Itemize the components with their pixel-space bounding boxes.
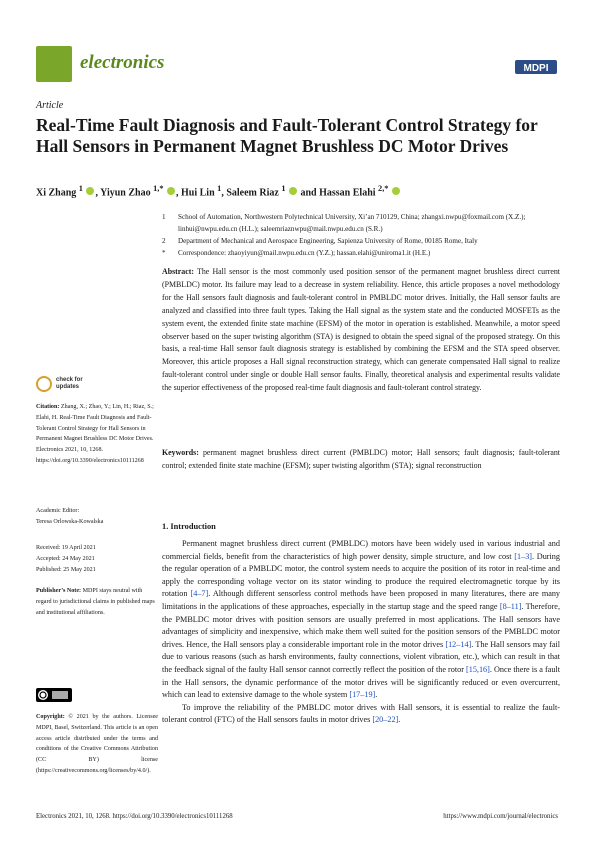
- affiliations: [162, 211, 562, 259]
- citation-block: [36, 402, 158, 467]
- affil-text: School of Automation, Northwestern Polytechnical University, Xi’an 710129, China; zhangxi.nwpu@foxmail.com (X.Z.); linhui@nwpu.edu.cn (H.L.); saleemriaznwpu@mail.nwpu.edu.cn (S.R.): [178, 213, 526, 233]
- accepted-date: Accepted: 24 May 2021: [36, 555, 95, 562]
- author-affil-sup: 1: [78, 184, 83, 193]
- author-affil-sup: 2,*: [378, 184, 389, 193]
- citation-link[interactable]: [12–14]: [445, 639, 472, 649]
- orcid-icon[interactable]: [167, 187, 175, 195]
- cc-by-license-icon[interactable]: [36, 688, 72, 702]
- text-run: Permanent magnet brushless direct current (PMBLDC) motors have been widely used in various industrial and commercial fields, benefit from the characteristics of high power density, simple structure, and low cost: [162, 539, 560, 561]
- publisher-logo-text: MDPI: [523, 63, 549, 74]
- text-run: .: [398, 715, 401, 725]
- footer-citation[interactable]: Electronics 2021, 10, 1268. https://doi.org/10.3390/electronics10111268: [36, 813, 233, 820]
- author-affil-sup: 1,*: [153, 184, 164, 193]
- publisher-logo: [515, 58, 557, 76]
- intro-body: [162, 538, 560, 727]
- footer-journal-url[interactable]: https://www.mdpi.com/journal/electronics: [443, 813, 558, 820]
- author-name: Saleem Riaz: [226, 187, 279, 199]
- abstract: [162, 266, 560, 395]
- paper-title: Real-Time Fault Diagnosis and Fault-Tolerant Control Strategy for Hall Sensors in Permanent Magnet Brushless DC Motor Drives: [36, 115, 538, 156]
- copyright-block: [36, 712, 158, 777]
- keywords: [162, 447, 560, 473]
- affil-marker: 1: [162, 213, 166, 221]
- author-name: Hui Lin: [181, 187, 215, 199]
- affil-text: Correspondence: zhaoyiyun@mail.nwpu.edu.cn (Y.Z.); hassan.elahi@uniroma1.it (H.E.): [178, 249, 431, 257]
- journal-name: electronics: [80, 52, 165, 73]
- check-updates-icon: [36, 376, 52, 392]
- copyright-text: © 2021 by the authors. Licensee MDPI, Basel, Switzerland. This article is an open access article distributed under the terms and conditions of the Creative Commons Attribution (CC BY) license (https://creativecommons.org/licenses/by/4.0/).: [36, 714, 158, 774]
- check-updates-label: check for updates: [56, 377, 83, 390]
- author-name: Hassan Elahi: [319, 187, 376, 199]
- paragraph: [162, 538, 560, 702]
- affil-marker: 2: [162, 237, 166, 245]
- orcid-icon[interactable]: [289, 187, 297, 195]
- orcid-icon[interactable]: [392, 187, 400, 195]
- publisher-note: [36, 586, 158, 618]
- affil-text: Department of Mechanical and Aerospace Engineering, Sapienza University of Rome, 00185 Rome, Italy: [178, 237, 478, 245]
- citation-link[interactable]: [15,16]: [466, 664, 490, 674]
- paragraph: [162, 702, 560, 727]
- published-date: Published: 25 May 2021: [36, 566, 96, 573]
- text-run: . During the regular operation of a PMBLDC motor, the control system needs to acquire the position of its rotor in real-time and apply the corresponding voltage vector on its stator winding to produce the required electromagnetic torque by its rotation: [162, 551, 560, 599]
- editor-label: Academic Editor:: [36, 508, 80, 514]
- editor-block: [36, 506, 158, 528]
- affil-marker: *: [162, 249, 166, 257]
- text-run: . Therefore, the PMBLDC motor drives with position sensors are usually preferred in most applications. The Hall sensors have advantages of simplicity and inexpensive, which make them well suited for the position sensors of the PMBLDC motor drives. Hence, the Hall sensors play a considerable important role in the motor drives: [162, 601, 560, 649]
- citation-link[interactable]: [1–3]: [514, 551, 533, 561]
- abstract-label: Abstract:: [162, 267, 194, 276]
- author-name: Xi Zhang: [36, 187, 77, 199]
- publisher-note-label: Publisher’s Note:: [36, 588, 82, 594]
- dates-block: [36, 543, 158, 575]
- orcid-icon[interactable]: [86, 187, 94, 195]
- author-name: Yiyun Zhao: [100, 187, 151, 199]
- keywords-label: Keywords:: [162, 448, 199, 457]
- check-updates-badge[interactable]: [36, 376, 90, 392]
- section-heading: 1. Introduction: [162, 522, 216, 531]
- keywords-text: permanent magnet brushless direct current (PMBLDC) motor; Hall sensors; fault diagnosis; fault-tolerant control; extended finite state machine (EFSM); super twisting algorithm (STA); signal reconstruction: [162, 448, 560, 470]
- citation-link[interactable]: [20–22]: [372, 715, 399, 725]
- citation-link[interactable]: [4–7]: [190, 589, 209, 599]
- author-affil-sup: 1: [217, 184, 222, 193]
- copyright-label: Copyright:: [36, 714, 65, 720]
- text-run: . Although different sensorless control methods have been proposed in many literatures, there are many limitations in the applications of these approaches, especially in the startup stage and the speed range: [162, 589, 561, 611]
- text-run: . The Hall sensors may fail due to various reasons (such as harsh environments, faulty connections, violent vibration, etc.), which can result in that the feedback signal of the faulty Hall sensor cannot correctly reflect the position of the rotor: [162, 639, 560, 674]
- received-date: Received: 19 April 2021: [36, 545, 96, 551]
- text-run: .: [375, 690, 378, 700]
- citation-link[interactable]: [17–19]: [349, 690, 376, 700]
- citation-link[interactable]: [8–11]: [499, 601, 522, 611]
- publisher-note-text: MDPI stays neutral with regard to jurisdictional claims in published maps and institutional affiliations.: [36, 588, 155, 616]
- editor-name: Teresa Orlowska-Kowalska: [36, 518, 104, 525]
- text-run: . Once there is a fault in the Hall sensors, the dynamic performance of the motor drives will be significantly reduced or even overcurrent, which can lead to extensive damage to the whole system: [162, 664, 560, 700]
- abstract-text: The Hall sensor is the most commonly used position sensor of the permanent magnet brushless direct current (PMBLDC) motor. Its failure may lead to a decrease in system reliability. Hence, this article proposes a novel methodology for the Hall sensors fault diagnosis and fault-tolerant control in PMBLDC motor drives. Initially, the Hall sensor faults are analyzed and classified into three fault types. Taking the Hall signal as the system state and the conducted MOSFETs as the system event, the extended finite state machine (EFSM) of the motor in operation is established. Meanwhile, a motor speed observer based on the super twisting algorithm (STA) is designed to obtain the speed signal of the proposed strategy. On this basis, a real-time Hall sensor fault diagnosis strategy is established by combining the EFSM and the STA speed observer. Moreover, this article proposes a Hall signal reconstruction strategy, which can generate compensated Hall signal to realize fault-tolerant control under single or double Hall sensor faults. Finally, theoretical analysis and experimental results validate the superior effectiveness of the proposed real-time fault diagnosis and fault-tolerant control strategy.: [162, 267, 560, 393]
- journal-logo: [36, 46, 72, 82]
- author-affil-sup: 1: [281, 184, 286, 193]
- text-run: To improve the reliability of the PMBLDC motor drives with Hall sensors, it is essential to realize the fault-tolerant control (FTC) of the Hall sensors faults in motor drives: [162, 702, 560, 725]
- article-type: Article: [36, 100, 64, 111]
- page-footer: [36, 813, 558, 820]
- citation-text: Zhang, X.; Zhao, Y.; Lin, H.; Riaz, S.; Elahi, H. Real-Time Fault Diagnosis and Fault-Tolerant Control Strategy for Hall Sensors in Permanent Magnet Brushless DC Motor Drives. Electronics 2021, 10, 1268. https://doi.org/10.3390/electronics10111268: [36, 404, 154, 464]
- citation-label: Citation:: [36, 404, 60, 410]
- author-list: Xi Zhang $^1$ , Yiyun Zhao $^{1,*}$ , Hui Lin $^1$, Saleem Riaz $^1$ and Hassan Elahi $^{2,*}$: [36, 184, 556, 198]
